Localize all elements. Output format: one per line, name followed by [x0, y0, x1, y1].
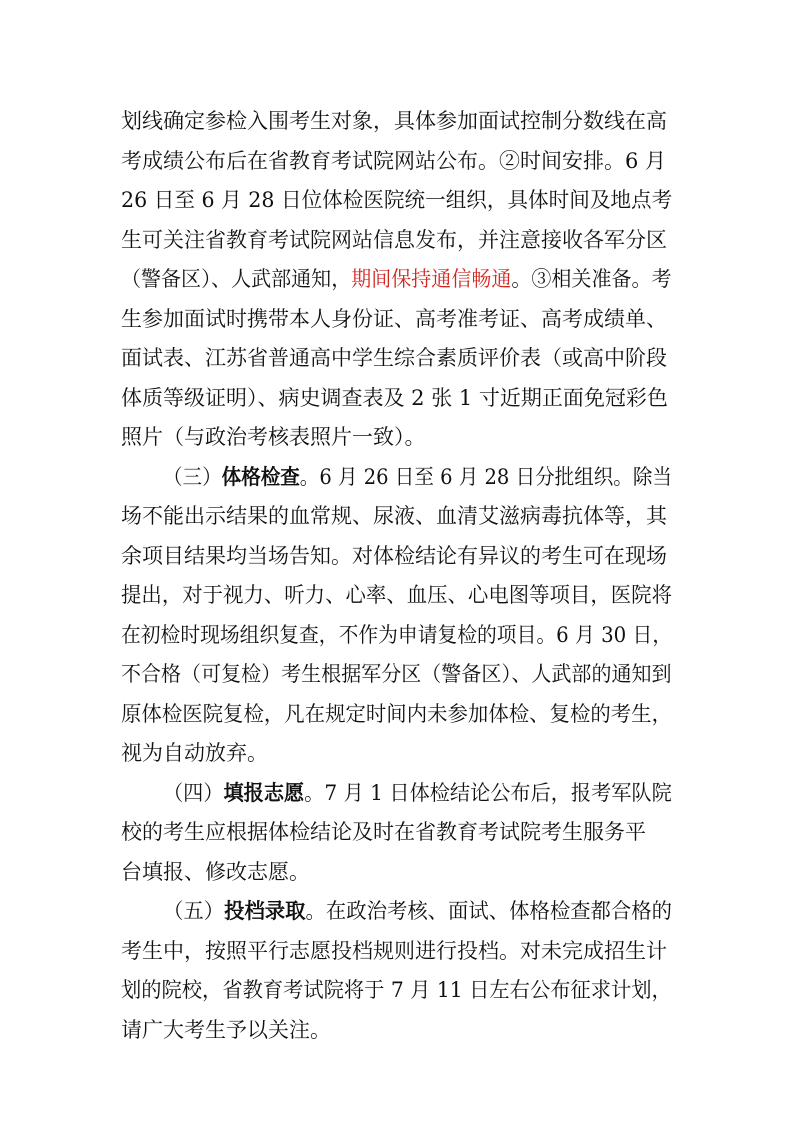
text-line	[121, 383, 668, 413]
text-line	[121, 264, 672, 294]
text-segment: 不合格（可复检）考生根据军分区（警备区）、人武部的通知到	[121, 662, 672, 686]
text-segment: 校的考生应根据体检结论及时在省教育考试院考生服务平	[121, 820, 646, 844]
text-segment: 照片（与政治考核表照片一致）。	[121, 425, 426, 449]
text-segment: 台填报、修改志愿。	[121, 859, 310, 884]
text-segment: 请广大考生予以关注。	[121, 1017, 331, 1042]
text-segment: 场不能出示结果的血常规、尿液、血清艾滋病毒抗体等，其	[121, 504, 667, 528]
text-line	[121, 343, 667, 373]
text-segment: 视为自动放弃。	[121, 741, 268, 765]
text-segment: （警备区）、人武部通知，	[121, 267, 352, 291]
text-segment: 划线确定参检入围考生对象，具体参加面试控制分数线在高	[121, 109, 667, 133]
text-segment: 提出，对于视力、听力、心率、血压、心电图等项目，医院将	[121, 583, 672, 607]
text-segment: 生可关注省教育考试院网站信息发布，并注意接收各军分区	[121, 227, 667, 252]
text-segment: 划的院校，省教育考试院将于 7 月 11 日左右公布征求计划，	[121, 978, 672, 1002]
text-line	[121, 580, 672, 610]
text-segment: 。6 月 26 日至 6 月 28 日分批组织。除当	[299, 464, 672, 489]
text-line	[121, 817, 646, 847]
text-segment: （三）	[163, 464, 222, 489]
text-line	[121, 936, 667, 966]
text-line	[121, 422, 426, 452]
text-segment: 体质等级证明）、病史调查表及 2 张 1 寸近期正面免冠彩色	[121, 385, 668, 410]
text-line	[121, 304, 667, 334]
text-line	[121, 541, 667, 571]
text-line	[163, 896, 672, 926]
text-line	[163, 778, 672, 808]
text-segment: （五）	[163, 899, 225, 923]
text-segment: 。在政治考核、面试、体格检查都合格的	[305, 899, 672, 923]
text-segment: 考成绩公布后在省教育考试院网站公布。②时间安排。6 月	[121, 148, 667, 173]
text-line	[121, 106, 667, 136]
text-line	[121, 659, 672, 689]
text-line	[121, 501, 667, 531]
text-segment: （四）	[163, 780, 224, 805]
text-line	[121, 699, 672, 729]
text-segment: 面试表、江苏省普通高中学生综合素质评价表（或高中阶段	[121, 346, 667, 370]
highlighted-text: 期间保持通信畅通	[351, 267, 512, 291]
text-segment: 。③相关准备。考	[511, 267, 672, 291]
text-segment: 考生中，按照平行志愿投档规则进行投档。对未完成招生计	[121, 938, 667, 963]
text-line	[121, 975, 672, 1005]
text-segment: 余项目结果均当场告知。对体检结论有异议的考生可在现场	[121, 543, 667, 568]
section-heading: 体格检查	[221, 463, 300, 489]
text-segment: 。7 月 1 日体检结论公布后，报考军队院	[304, 780, 672, 805]
text-segment: 26 日至 6 月 28 日位体检医院统一组织，具体时间及地点考	[121, 188, 673, 212]
text-line	[121, 225, 667, 255]
text-line	[121, 185, 672, 215]
text-line	[121, 857, 310, 887]
text-line	[121, 1015, 331, 1045]
section-heading: 投档录取	[224, 898, 306, 923]
text-segment: 生参加面试时携带本人身份证、高考准考证、高考成绩单、	[121, 306, 667, 331]
text-line	[121, 146, 666, 176]
section-heading: 填报志愿	[223, 779, 305, 805]
text-line	[121, 738, 268, 768]
text-segment: 原体检医院复检，凡在规定时间内未参加体检、复检的考生，	[121, 701, 672, 726]
text-segment: 在初检时现场组织复查，不作为申请复检的项目。6 月 30 日，	[121, 622, 673, 647]
text-line	[121, 620, 672, 650]
text-line	[163, 462, 672, 492]
